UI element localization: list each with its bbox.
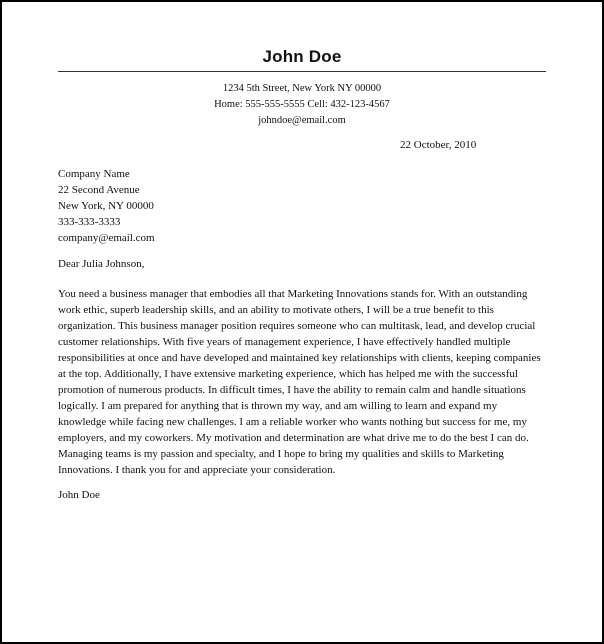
header-divider [58, 71, 546, 72]
salutation: Dear Julia Johnson, [58, 258, 145, 270]
sender-email: johndoe@email.com [258, 115, 346, 126]
body-line: You need a business manager that embodies all that Marketing Innovations stands for. With an outstanding [58, 288, 528, 300]
body-line: Managing teams is my passion and specialty, and I hope to bring my qualities and skills to Marketing [58, 448, 504, 460]
body-line: employers, and my coworkers. My motivation and determination are what drive me to do the best I can do. [58, 432, 529, 444]
recipient-company: Company Name [58, 168, 130, 180]
body-line: promotion of numerous products. In difficult times, I have the ability to remain calm and handle situations [58, 384, 526, 396]
body-line: knowledge while facing new challenges. I am a reliable worker who wants nothing but success for me, my [58, 416, 527, 428]
body-line: logically. I am prepared for anything that is thrown my way, and am willing to learn and expand my [58, 400, 498, 412]
recipient-street: 22 Second Avenue [58, 184, 140, 196]
recipient-block [58, 166, 155, 246]
recipient-email: company@email.com [58, 232, 155, 244]
body-line: customer relationships. With five years of management experience, I have effectively handled multiple [58, 336, 511, 348]
letter-date: 22 October, 2010 [400, 139, 477, 151]
signature: John Doe [58, 489, 100, 501]
body-line: organization. This business manager position requires someone who can multitask, lead, and develop crucial [58, 320, 536, 332]
sender-contact-block [2, 81, 602, 129]
sender-phones: Home: 555-555-5555 Cell: 432-123-4567 [214, 99, 390, 110]
letter-body [58, 286, 546, 478]
recipient-phone: 333-333-3333 [58, 216, 121, 228]
body-line: at the top. Additionally, I have extensive marketing experience, which has helped me with the successful [58, 368, 518, 380]
sender-address: 1234 5th Street, New York NY 00000 [222, 83, 382, 94]
recipient-city: New York, NY 00000 [58, 200, 154, 212]
body-line: responsibilities at once and have developed and maintained key relationships with clients, keeping companies [58, 352, 541, 364]
sender-name: John Doe [262, 47, 342, 66]
body-line: Innovations. I thank you for and appreciate your consideration. [58, 464, 336, 476]
body-line: work ethic, superb leadership skills, and an ability to motivate others, I will be a true benefit to this [58, 304, 494, 316]
